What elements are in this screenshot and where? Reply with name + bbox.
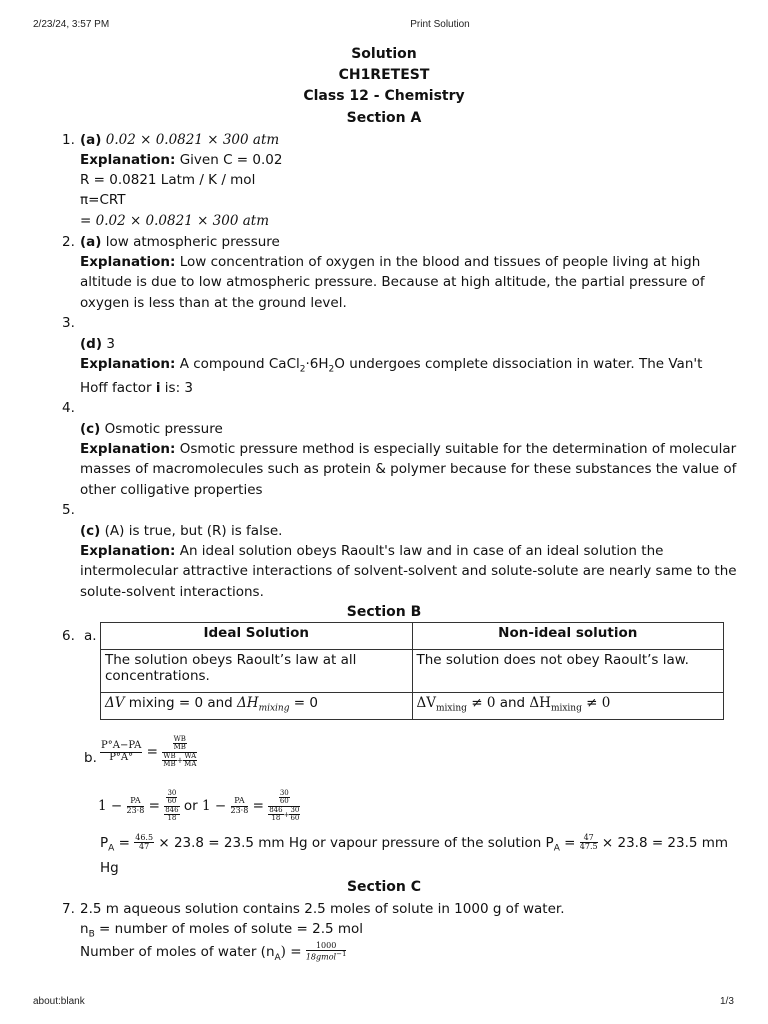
q2-exp-line: oxygen is less than at the ground level. [80, 295, 347, 311]
frac-den: 23·8 [126, 805, 145, 815]
table-row [101, 693, 724, 720]
q1-answer [80, 132, 279, 148]
result-text: P [100, 834, 109, 851]
frac-den: 23·8 [230, 805, 249, 815]
q5-option: (c) [80, 523, 101, 539]
section-a-heading: Section A [346, 110, 422, 126]
q2-answer-text: low atmospheric pressure [105, 234, 280, 250]
table-cell: The solution does not obey Raoult’s law. [412, 650, 724, 693]
frac-num [268, 790, 300, 807]
n60: 60 [167, 797, 177, 806]
delta-h: ΔH [529, 695, 551, 711]
table-header-nonideal: Non-ideal solution [412, 623, 724, 650]
q3-exp-line2 [80, 380, 193, 396]
n30: 30 [279, 789, 289, 797]
doc-class-subject: Class 12 - Chemistry [303, 88, 465, 104]
section-c-heading: Section C [346, 879, 422, 895]
q3-number: 3. [62, 315, 75, 331]
frac-num: 46.5 [135, 833, 154, 842]
q3-exp-text: ·6H [305, 356, 329, 372]
q7-line3 [80, 942, 346, 963]
ma: MA [184, 760, 197, 769]
formula-c [98, 790, 300, 822]
doc-title: Solution [351, 46, 417, 62]
q4-exp-line: Osmotic pressure method is especially suitable for the determination of molecular [179, 441, 737, 457]
print-url: about:blank [33, 996, 85, 1007]
q4-option: (c) [80, 421, 101, 437]
frac-num: P°A−PA [101, 740, 142, 752]
q5-answer [80, 523, 282, 539]
cell-text: and [495, 695, 530, 711]
section-b-heading: Section B [346, 604, 422, 620]
frac-num: PA [231, 797, 249, 806]
frac-den [164, 807, 179, 823]
q1-explanation [80, 152, 282, 168]
q2-explanation [80, 254, 700, 270]
cell-text: mixing = 0 and [124, 695, 238, 711]
frac-den: P°A° [109, 751, 134, 763]
q3-sub: 2 [328, 364, 335, 375]
q6-result-wrap: Hg [100, 860, 119, 876]
n18: 18 [167, 814, 177, 823]
frac-den [162, 753, 197, 769]
q4-answer [80, 421, 223, 437]
frac-rhs [162, 736, 197, 768]
q3-explanation [80, 356, 702, 375]
n18: 18 [271, 814, 281, 823]
q6-number: 6. [62, 628, 75, 644]
q4-explanation [80, 441, 736, 457]
q3-sub: 2 [299, 364, 306, 375]
q1-number: 1. [62, 132, 75, 148]
q3-answer [80, 336, 115, 352]
q4-exp-line: masses of macromolecules such as protein & polymer because for these substances the value of [80, 461, 737, 477]
n30: 30 [290, 805, 300, 814]
frac-num [162, 736, 197, 753]
n30: 30 [167, 789, 177, 797]
n846: 846 [165, 805, 179, 814]
result-sub: A [108, 843, 115, 854]
q7-line1: 2.5 m aqueous solution contains 2.5 moles of solute in 1000 g of water. [80, 901, 565, 917]
q1-r-line: R = 0.0821 Latm / K / mol [80, 172, 256, 188]
table-row [101, 650, 724, 693]
frac-den-text: 18gmol [305, 953, 337, 963]
cell-sub: mixing [550, 703, 582, 714]
q7-frac [306, 942, 347, 962]
q2-exp-line: Low concentration of oxygen in the blood and tissues of people living at high [179, 254, 701, 270]
q7-number: 7. [62, 901, 75, 917]
frac-num: 1000 [306, 942, 347, 951]
q3-exp-label: Explanation: [80, 356, 176, 372]
comparison-table [100, 622, 724, 720]
frac-den: 47.5 [579, 842, 598, 852]
q6-part-b: b. [84, 750, 97, 766]
result-frac [580, 834, 598, 852]
frac-num: 47 [580, 834, 598, 843]
q1-result: = 0.02 × 0.0821 × 300 atm [80, 213, 270, 229]
q7-sub: B [88, 929, 95, 940]
q2-answer [80, 234, 280, 250]
q2-option: (a) [80, 234, 102, 250]
q7-text: ) = [280, 944, 302, 961]
q4-exp-line: other colligative properties [80, 482, 263, 498]
result-text: = [114, 834, 135, 851]
q6-part-a: a. [84, 628, 97, 644]
q1-pi-line: π=CRT [80, 192, 126, 208]
result-text: × 23.8 = 23.5 mm [601, 834, 729, 851]
q1-exp-given: Given C = 0.02 [179, 152, 283, 168]
q2-number: 2. [62, 234, 75, 250]
frac-ratio [164, 790, 179, 822]
result-text: = [559, 834, 580, 851]
frac-num: PA [127, 797, 145, 806]
cell-text: ≠ 0 [581, 695, 611, 711]
frac-exp: −1 [336, 950, 347, 959]
frac-num [164, 790, 179, 807]
q5-exp-line: An ideal solution obeys Raoult's law and in case of an ideal solution the [179, 543, 664, 559]
q3-answer-text: 3 [106, 336, 115, 352]
wa: WA [184, 751, 197, 760]
table-header-ideal: Ideal Solution [101, 623, 413, 650]
q5-answer-text: (A) is true, but (R) is false. [104, 523, 283, 539]
q7-text: n [80, 921, 89, 937]
print-page-indicator: 1/3 [720, 996, 734, 1007]
q3-option: (d) [80, 336, 103, 352]
q4-exp-label: Explanation: [80, 441, 176, 457]
cell-sub: mixing [436, 703, 467, 714]
q3-exp-text: is: 3 [160, 380, 194, 396]
frac-lhs [100, 741, 142, 763]
q6-result [100, 834, 728, 854]
q5-exp-line: intermolecular attractive interactions of solvent-solvent and solute-solute are nearly same to the [80, 563, 737, 579]
frac-den [268, 807, 300, 823]
table-cell [101, 693, 413, 720]
one-minus: 1 − [98, 798, 123, 815]
n846: 846 [269, 805, 283, 814]
frac-ratio [268, 790, 300, 822]
q1-answer-math: 0.02 × 0.0821 × 300 atm [105, 132, 280, 148]
doc-code: CH1RETEST [338, 67, 430, 83]
q3-exp-text: Hoff factor [80, 380, 156, 396]
delta-v: ΔV [105, 695, 125, 711]
delta-h: ΔH [237, 695, 259, 711]
table-cell: The solution obeys Raoult’s law at all concentrations. [101, 650, 413, 693]
q7-line2 [80, 921, 363, 940]
one-minus: 1 − [202, 798, 227, 815]
q5-number: 5. [62, 502, 75, 518]
q7-text: = number of moles of solute = 2.5 mol [94, 921, 364, 937]
q4-number: 4. [62, 400, 75, 416]
equals: = [146, 744, 158, 761]
n60: 60 [290, 814, 300, 823]
print-page-title: Print Solution [410, 19, 470, 30]
or-text: or [183, 798, 198, 815]
q3-exp-text: A compound CaCl [179, 356, 300, 372]
print-datetime: 2/23/24, 3:57 PM [33, 19, 110, 30]
cell-sub: mixing [258, 703, 290, 714]
n60: 60 [279, 797, 289, 806]
cell-text: ≠ 0 [466, 695, 496, 711]
equals: = [252, 798, 264, 815]
q4-answer-text: Osmotic pressure [104, 421, 223, 437]
q7-sub: A [274, 952, 281, 963]
plus: + [283, 810, 290, 819]
mb: MB [163, 760, 176, 769]
table-cell [412, 693, 724, 720]
wb: WB [163, 751, 176, 760]
wb: WB [173, 735, 186, 743]
result-text: × 23.8 = 23.5 mm Hg or vapour pressure of the solution P [158, 834, 554, 851]
result-sub: A [553, 843, 560, 854]
frac-den [306, 951, 347, 962]
q3-vant-hoff-i: i [155, 380, 161, 396]
frac-pa [231, 797, 249, 815]
delta-v: ΔV [416, 695, 436, 711]
formula-b [100, 736, 197, 768]
frac-den: 47 [139, 842, 150, 852]
mb: MB [173, 743, 186, 752]
q2-exp-label: Explanation: [80, 254, 176, 270]
q1-exp-label: Explanation: [80, 152, 176, 168]
q2-exp-line: altitude is due to low atmospheric pressure. Because at high altitude, the partial pressure of [80, 274, 705, 290]
cell-text: = 0 [289, 695, 318, 711]
q7-text: Number of moles of water (n [80, 944, 275, 961]
result-frac [134, 834, 154, 852]
q1-option: (a) [80, 132, 102, 148]
frac-pa [127, 797, 145, 815]
q3-exp-text: O undergoes complete dissociation in water. The Van't [334, 356, 703, 372]
q5-explanation [80, 543, 663, 559]
table-header-row [101, 623, 724, 650]
equals: = [148, 798, 160, 815]
q5-exp-line: solute-solvent interactions. [80, 584, 264, 600]
q5-exp-label: Explanation: [80, 543, 176, 559]
plus: + [176, 755, 184, 765]
